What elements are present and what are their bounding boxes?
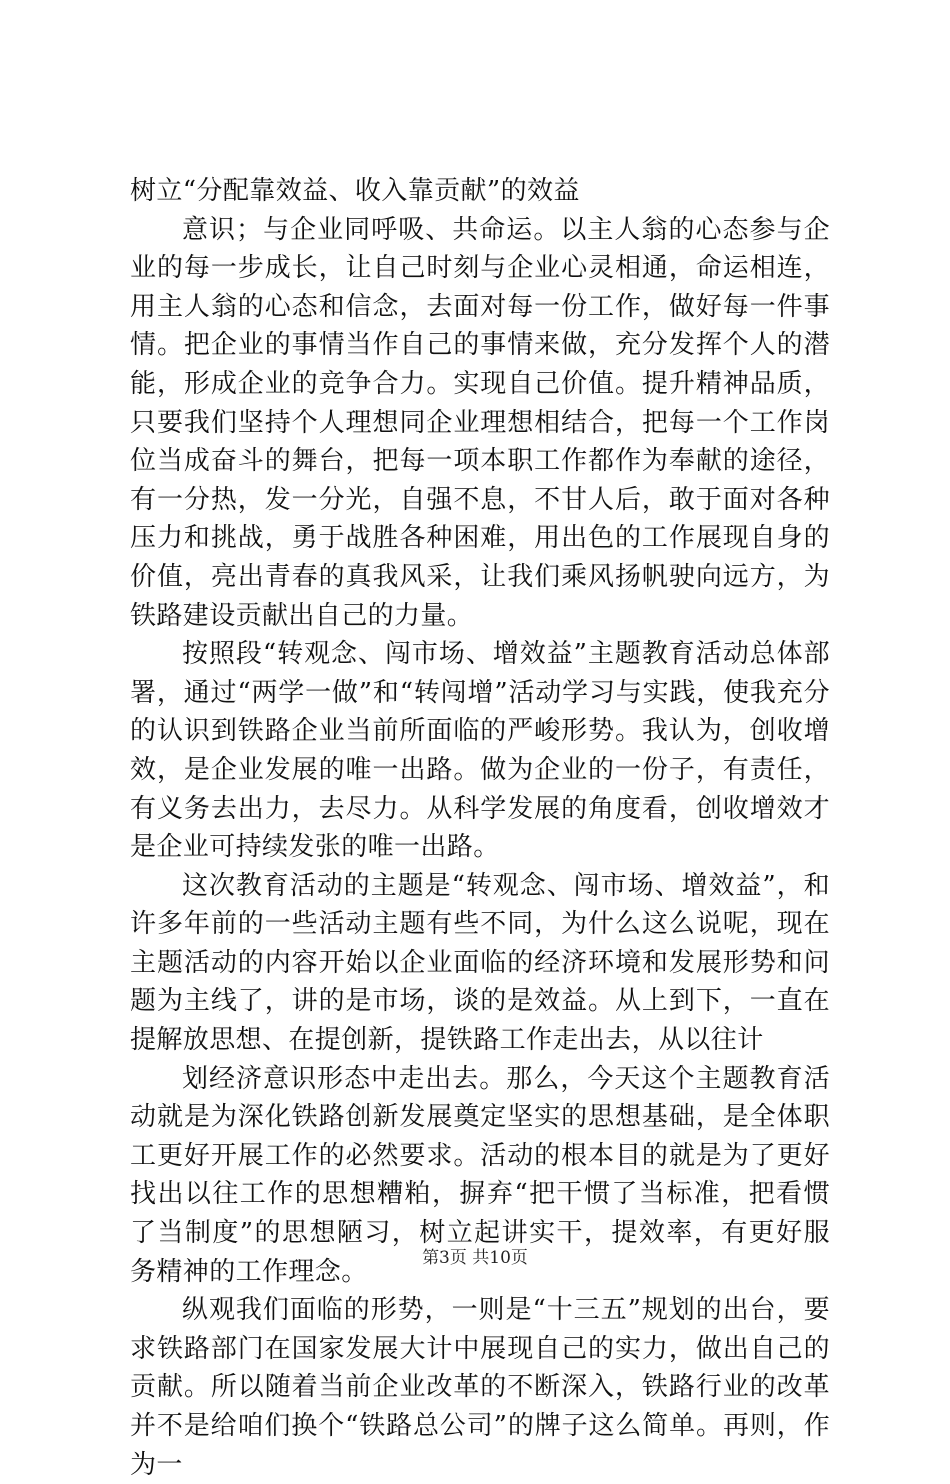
paragraph-5: 划经济意识形态中走出去。那么，今天这个主题教育活动就是为深化铁路创新发展奠定坚实的思想基础，是全体职工更好开展工作的必然要求。活动的根本目的就是为了更好找出以往工作的思想糟粕，摒弃“把干惯了当标准，把看惯了当制度”的思想陋习，树立起讲实干，提效率，有更好服务精神的工作理念。 (130, 1063, 830, 1287)
body-text (130, 172, 830, 1484)
paragraph-1: 树立“分配靠效益、收入靠贡献”的效益 (130, 176, 580, 206)
paragraph-3: 按照段“转观念、闯市场、增效益”主题教育活动总体部署，通过“两学一做”和“转闯增”活动学习与实践，使我充分的认识到铁路企业当前所面临的严峻形势。我认为，创收增效，是企业发展的唯一出路。做为企业的一份子，有责任，有义务去出力，去尽力。从科学发展的角度看，创收增效才是企业可持续发张的唯一出路。 (130, 639, 830, 863)
page-number-footer: 第3页 共10页 (422, 1248, 528, 1268)
paragraph-4: 这次教育活动的主题是“转观念、闯市场、增效益”，和许多年前的一些活动主题有些不同，为什么这么说呢，现在主题活动的内容开始以企业面临的经济环境和发展形势和问题为主线了，讲的是市场，谈的是效益。从上到下，一直在提解放思想、在提创新，提铁路工作走出去，从以往计 (130, 870, 830, 1056)
paragraph-6: 纵观我们面临的形势，一则是“十三五”规划的出台，要求铁路部门在国家发展大计中展现自己的实力，做出自己的贡献。所以随着当前企业改革的不断深入，铁路行业的改革并不是给咱们换个“铁路总公司”的牌子这么简单。再则，作为一 (130, 1295, 830, 1480)
paragraph-2: 意识；与企业同呼吸、共命运。以主人翁的心态参与企业的每一步成长，让自己时刻与企业心灵相通，命运相连，用主人翁的心态和信念，去面对每一份工作，做好每一件事情。把企业的事情当作自己的事情来做，充分发挥个人的潜能，形成企业的竞争合力。实现自己价值。提升精神品质，只要我们坚持个人理想同企业理想相结合，把每一个工作岗位当成奋斗的舞台，把每一项本职工作都作为奉献的途径，有一分热，发一分光，自强不息，不甘人后，敢于面对各种压力和挑战，勇于战胜各种困难，用出色的工作展现自身的价值，亮出青春的真我风采，让我们乘风扬帆驶向远方，为铁路建设贡献出自己的力量。 (130, 214, 830, 631)
